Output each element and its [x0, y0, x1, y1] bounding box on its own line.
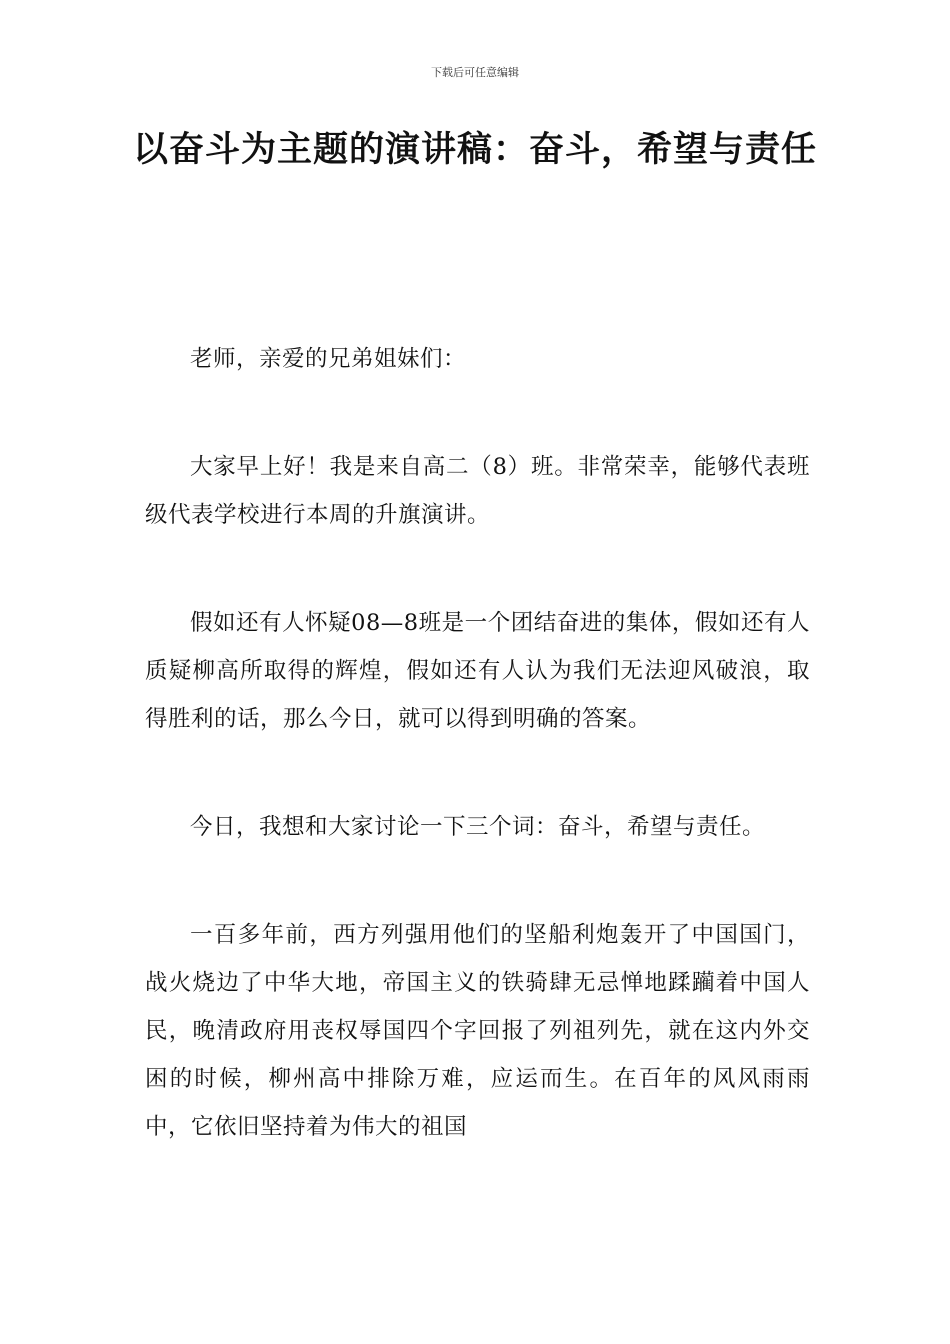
paragraph-answer: 假如还有人怀疑08—8班是一个团结奋进的集体，假如还有人质疑柳高所取得的辉煌，假如还有人认为我们无法迎风破浪，取得胜利的话，那么今日，就可以得到明确的答案。 [145, 610, 810, 732]
header-note: 下载后可任意编辑 [431, 66, 519, 79]
paragraph-greeting: 老师，亲爱的兄弟姐妹们： [190, 346, 467, 372]
document-body [145, 335, 810, 1211]
document-title: 以奋斗为主题的演讲稿：奋斗，希望与责任 [132, 130, 817, 170]
paragraph-history: 一百多年前，西方列强用他们的坚船利炮轰开了中国国门，战火烧边了中华大地，帝国主义的铁骑肆无忌惮地蹂躏着中国人民，晚清政府用丧权辱国四个字回报了列祖列先，就在这内外交困的时候，柳州高中排除万难，应运而生。在百年的风风雨雨中，它依旧坚持着为伟大的祖国 [145, 922, 810, 1140]
paragraph-introduction: 大家早上好！我是来自高二（8）班。非常荣幸，能够代表班级代表学校进行本周的升旗演讲。 [145, 454, 810, 528]
paragraph-topic: 今日，我想和大家讨论一下三个词：奋斗，希望与责任。 [190, 814, 766, 840]
